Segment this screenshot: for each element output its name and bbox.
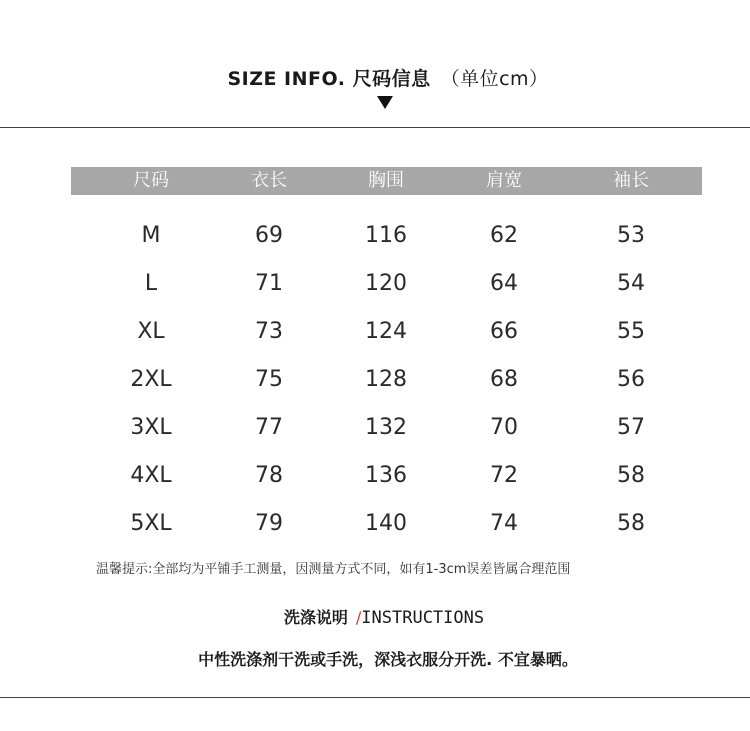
- cell-length: 73: [255, 319, 283, 344]
- header-size: 尺码: [133, 170, 169, 191]
- cell-size: XL: [137, 319, 165, 344]
- cell-shoulder: 62: [490, 223, 518, 248]
- wash-instructions-title: [0, 605, 750, 628]
- header-chest: 胸围: [368, 170, 404, 191]
- cell-length: 75: [255, 367, 283, 392]
- cell-shoulder: 68: [490, 367, 518, 392]
- cell-length: 71: [255, 271, 283, 296]
- title-text: SIZE INFO. 尺码信息: [227, 68, 431, 90]
- cell-shoulder: 66: [490, 319, 518, 344]
- cell-size: L: [144, 271, 158, 296]
- table-row: [71, 212, 702, 260]
- triangle-down-icon: [377, 96, 393, 109]
- cell-size: 4XL: [130, 463, 172, 488]
- cell-sleeve: 54: [617, 271, 645, 296]
- cell-sleeve: 53: [617, 223, 645, 248]
- cell-chest: 132: [365, 415, 407, 440]
- cell-chest: 136: [365, 463, 407, 488]
- cell-shoulder: 70: [490, 415, 518, 440]
- wash-title-en: INSTRUCTIONS: [361, 608, 485, 628]
- cell-chest: 128: [365, 367, 407, 392]
- title-unit: （单位cm）: [440, 68, 549, 90]
- cell-chest: 120: [365, 271, 407, 296]
- table-body: [71, 212, 702, 548]
- header-length: 衣长: [251, 170, 287, 191]
- cell-chest: 140: [365, 511, 407, 536]
- cell-size: 2XL: [130, 367, 172, 392]
- table-row: [71, 356, 702, 404]
- wash-title-slash: /: [355, 608, 362, 627]
- header-sleeve: 袖长: [613, 170, 649, 191]
- table-row: [71, 500, 702, 548]
- cell-chest: 124: [365, 319, 407, 344]
- cell-shoulder: 64: [490, 271, 518, 296]
- table-row: [71, 308, 702, 356]
- cell-size: M: [141, 223, 161, 248]
- wash-title-cn: 洗涤说明: [283, 608, 348, 627]
- cell-shoulder: 74: [490, 511, 518, 536]
- cell-length: 69: [255, 223, 283, 248]
- header-shoulder: 肩宽: [486, 170, 522, 191]
- table-header-row: [71, 167, 702, 195]
- size-table: [71, 167, 702, 536]
- bottom-divider: [0, 697, 750, 698]
- cell-sleeve: 58: [617, 511, 645, 536]
- cell-length: 78: [255, 463, 283, 488]
- cell-length: 77: [255, 415, 283, 440]
- cell-length: 79: [255, 511, 283, 536]
- cell-sleeve: 57: [617, 415, 645, 440]
- cell-sleeve: 56: [617, 367, 645, 392]
- measurement-note: 温馨提示:全部均为平铺手工测量，因测量方式不同，如有1-3cm误差皆属合理范围: [96, 562, 571, 577]
- table-row: [71, 260, 702, 308]
- page-title: [0, 64, 750, 91]
- top-divider: [0, 127, 750, 128]
- table-row: [71, 452, 702, 500]
- cell-sleeve: 55: [617, 319, 645, 344]
- table-row: [71, 404, 702, 452]
- cell-chest: 116: [365, 223, 407, 248]
- cell-shoulder: 72: [490, 463, 518, 488]
- wash-instructions-text: 中性洗涤剂干洗或手洗，深浅衣服分开洗. 不宜暴晒。: [198, 650, 578, 669]
- cell-sleeve: 58: [617, 463, 645, 488]
- cell-size: 5XL: [130, 511, 172, 536]
- cell-size: 3XL: [130, 415, 172, 440]
